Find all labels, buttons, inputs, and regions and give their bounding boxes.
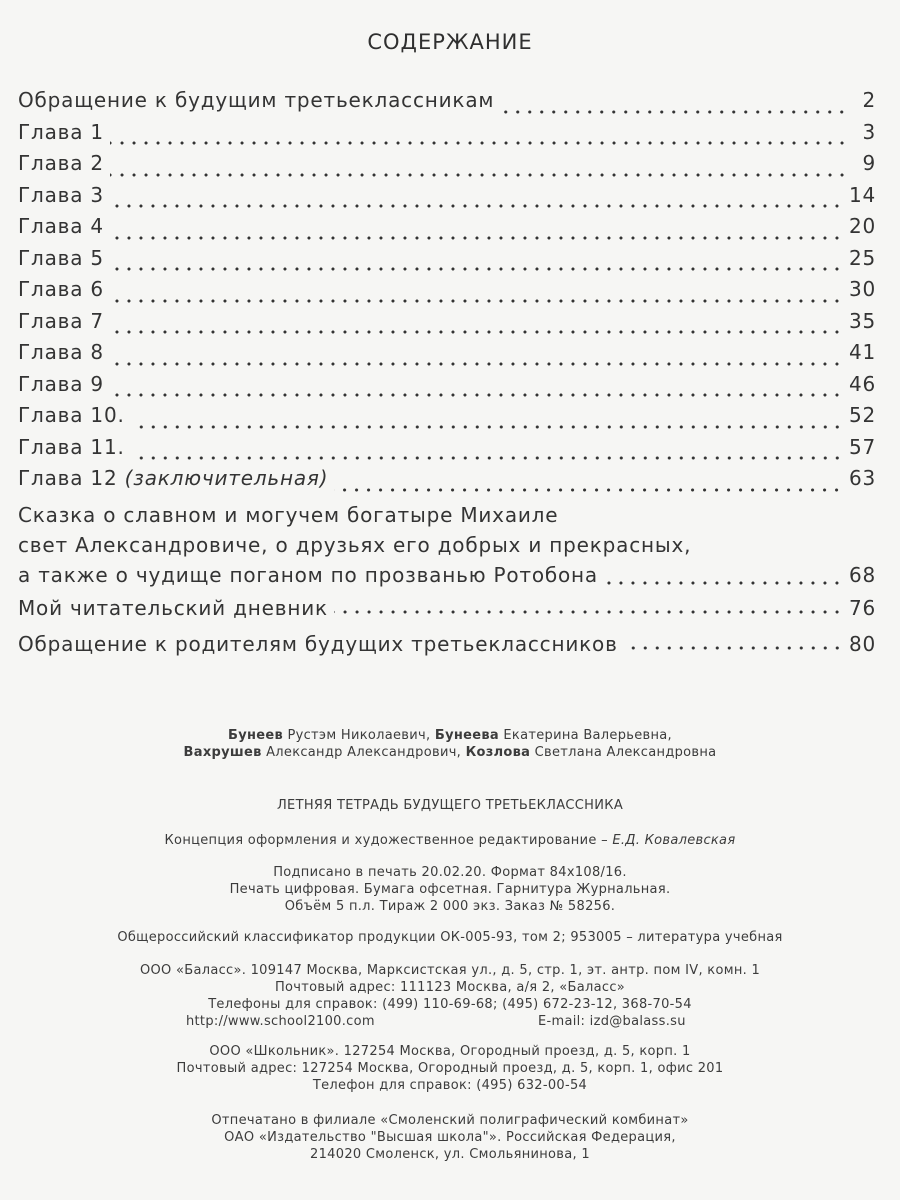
page-number: 46	[848, 371, 876, 396]
dot-leader	[110, 173, 848, 177]
dot-leader	[110, 236, 843, 240]
authors: Бунеев Рустэм Николаевич, Бунеева Екатерина Валерьевна, Вахрушев Александр Александрович, Козлова Светлана Александровна	[183, 728, 717, 760]
toc-entry: Глава 11. 57	[18, 434, 876, 459]
publisher-info: ООО «Баласс». 109147 Москва, Марксистская ул., д. 5, стр. 1, эт. антр. пом IV, комн. 1 Почтовый адрес: 111123 Москва, а/я 2, «Баласс» Телефоны для справок: (499) 110-69-68; (495) 672-23-12, 368-70-54 http://www.school2100.com E-mail: izd@balass.su	[139, 963, 761, 1029]
toc-entry: Обращение к будущим третьеклассникам 2	[18, 88, 876, 112]
toc-entry: Глава 3 14	[18, 182, 876, 207]
page-number: 25	[848, 245, 876, 270]
dot-leader	[110, 362, 843, 366]
page-number: 41	[848, 340, 876, 364]
page-number: 57	[848, 434, 876, 459]
toc-entry: Глава 9 46	[18, 371, 876, 396]
dot-leader	[604, 581, 843, 585]
page-number: 52	[848, 403, 876, 427]
toc-entry: Глава 6 30	[18, 277, 876, 301]
toc-entry: Мой читательский дневник 76	[18, 595, 876, 620]
toc-entry: Обращение к родителям будущих третьеклассников 80	[18, 631, 876, 656]
toc-entry: Глава 10. 52	[18, 403, 876, 427]
dot-leader	[131, 456, 843, 460]
classifier: Общероссийский классификатор продукции ОК-005-93, том 2; 953005 – литература учебная	[117, 930, 783, 945]
toc-entry: Глава 1 3	[18, 119, 876, 144]
page-number: 76	[848, 595, 876, 620]
printer-info: Отпечатано в филиале «Смоленский полиграфический комбинат» ОАО «Издательство "Высшая школа"». Российская Федерация, 214020 Смоленск, ул. Смольянинова, 1	[211, 1113, 689, 1162]
page-number: 9	[862, 151, 876, 175]
dot-leader	[110, 141, 848, 145]
dot-leader	[110, 204, 843, 208]
page-number: 63	[848, 466, 876, 490]
toc-entry: Глава 7 35	[18, 308, 876, 333]
dot-leader	[334, 610, 843, 614]
dot-leader	[110, 393, 843, 397]
dot-leader	[110, 267, 843, 271]
page-number: 20	[848, 214, 876, 238]
distributor-info: ООО «Школьник». 127254 Москва, Огородный проезд, д. 5, корп. 1 Почтовый адрес: 127254 Москва, Огородный проезд, д. 5, корп. 1, офис 201 Телефон для справок: (495) 632-00-54	[176, 1044, 724, 1093]
book-title: ЛЕТНЯЯ ТЕТРАДЬ БУДУЩЕГО ТРЕТЬЕКЛАССНИКА	[276, 798, 624, 813]
print-info: Подписано в печать 20.02.20. Формат 84x108/16. Печать цифровая. Бумага офсетная. Гарнитура Журнальная. Объём 5 п.л. Тираж 2 000 экз. Заказ № 58256.	[229, 865, 671, 914]
page-number: 30	[848, 277, 876, 301]
dot-leader	[110, 330, 843, 334]
toc-entry: Глава 12 (заключительная) 63	[18, 466, 876, 490]
dot-leader	[624, 646, 843, 650]
design-credit: Концепция оформления и художественное редактирование – Е.Д. Ковалевская	[164, 833, 736, 848]
email-link[interactable]: E-mail: izd@balass.su	[538, 1014, 686, 1029]
dot-leader	[500, 110, 848, 114]
page-number: 68	[848, 562, 876, 587]
table-of-contents	[18, 88, 876, 662]
page-number: 2	[862, 88, 876, 112]
toc-entry: Глава 5 25	[18, 245, 876, 270]
dot-leader	[110, 299, 843, 303]
toc-entry-tale: Сказка о славном и могучем богатыре Михаиле свет Александровиче, о друзьях его добрых и прекрасных, а также о чудище поганом по прозванью Ротобона 68	[18, 500, 876, 590]
page-title: СОДЕРЖАНИЕ	[367, 30, 533, 54]
dot-leader	[131, 425, 843, 429]
page-number: 80	[848, 631, 876, 656]
dot-leader	[334, 488, 843, 492]
website-link[interactable]: http://www.school2100.com	[186, 1014, 375, 1029]
toc-entry: Глава 4 20	[18, 214, 876, 238]
page-number: 3	[862, 119, 876, 144]
page-number: 35	[848, 308, 876, 333]
toc-entry: Глава 2 9	[18, 151, 876, 175]
page-number: 14	[848, 182, 876, 207]
toc-entry: Глава 8 41	[18, 340, 876, 364]
